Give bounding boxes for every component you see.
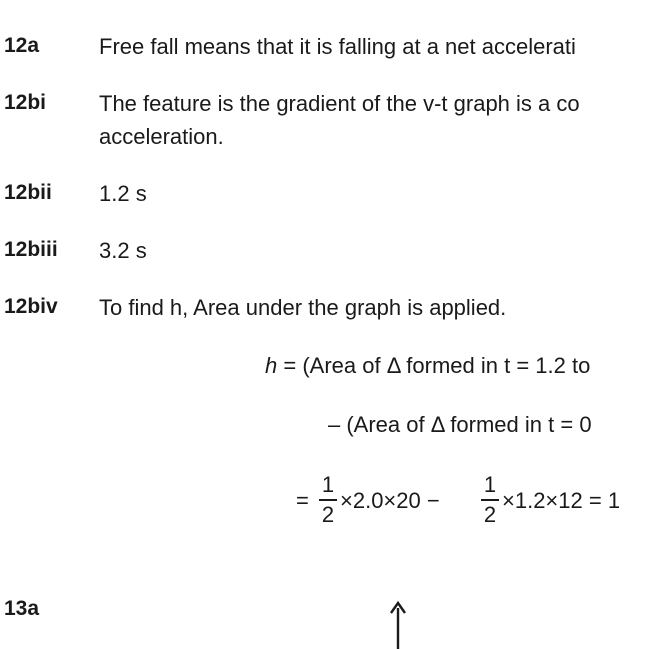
fraction-denominator: 2	[483, 502, 497, 527]
up-arrow-icon	[388, 600, 408, 649]
fraction-bar	[481, 499, 499, 501]
fraction-bar	[319, 499, 337, 501]
fraction-half-1	[319, 472, 337, 528]
equation-line-2: – (Area of Δ formed in t = 0	[328, 412, 592, 437]
fraction-numerator: 1	[321, 472, 335, 497]
equation-line-1-text: = (Area of Δ formed in t = 1.2 to	[277, 353, 591, 378]
question-label: 13a	[4, 597, 40, 620]
answer-text-line-2: acceleration.	[99, 124, 224, 149]
h-symbol: h	[265, 353, 278, 378]
fraction-numerator: 1	[483, 472, 497, 497]
term-2: ×1.2×12 = 1	[502, 488, 621, 513]
answer-text: To find h, Area under the graph is applied.	[99, 295, 507, 320]
answer-text: 1.2 s	[99, 181, 147, 206]
answer-text: Free fall means that it is falling at a net accelerati	[99, 34, 576, 59]
question-label: 12a	[4, 34, 40, 57]
question-label: 12bi	[4, 91, 47, 114]
question-label: 12biv	[4, 295, 58, 318]
equals-sign: =	[296, 488, 309, 513]
question-label: 12bii	[4, 181, 52, 204]
equation-line-1	[265, 353, 590, 379]
fraction-denominator: 2	[321, 502, 335, 527]
term-1: ×2.0×20 −	[340, 488, 440, 513]
fraction-half-2	[481, 472, 499, 528]
answer-text: 3.2 s	[99, 238, 147, 263]
answer-text-line-1: The feature is the gradient of the v-t graph is a co	[99, 91, 580, 116]
question-label: 12biii	[4, 238, 58, 261]
